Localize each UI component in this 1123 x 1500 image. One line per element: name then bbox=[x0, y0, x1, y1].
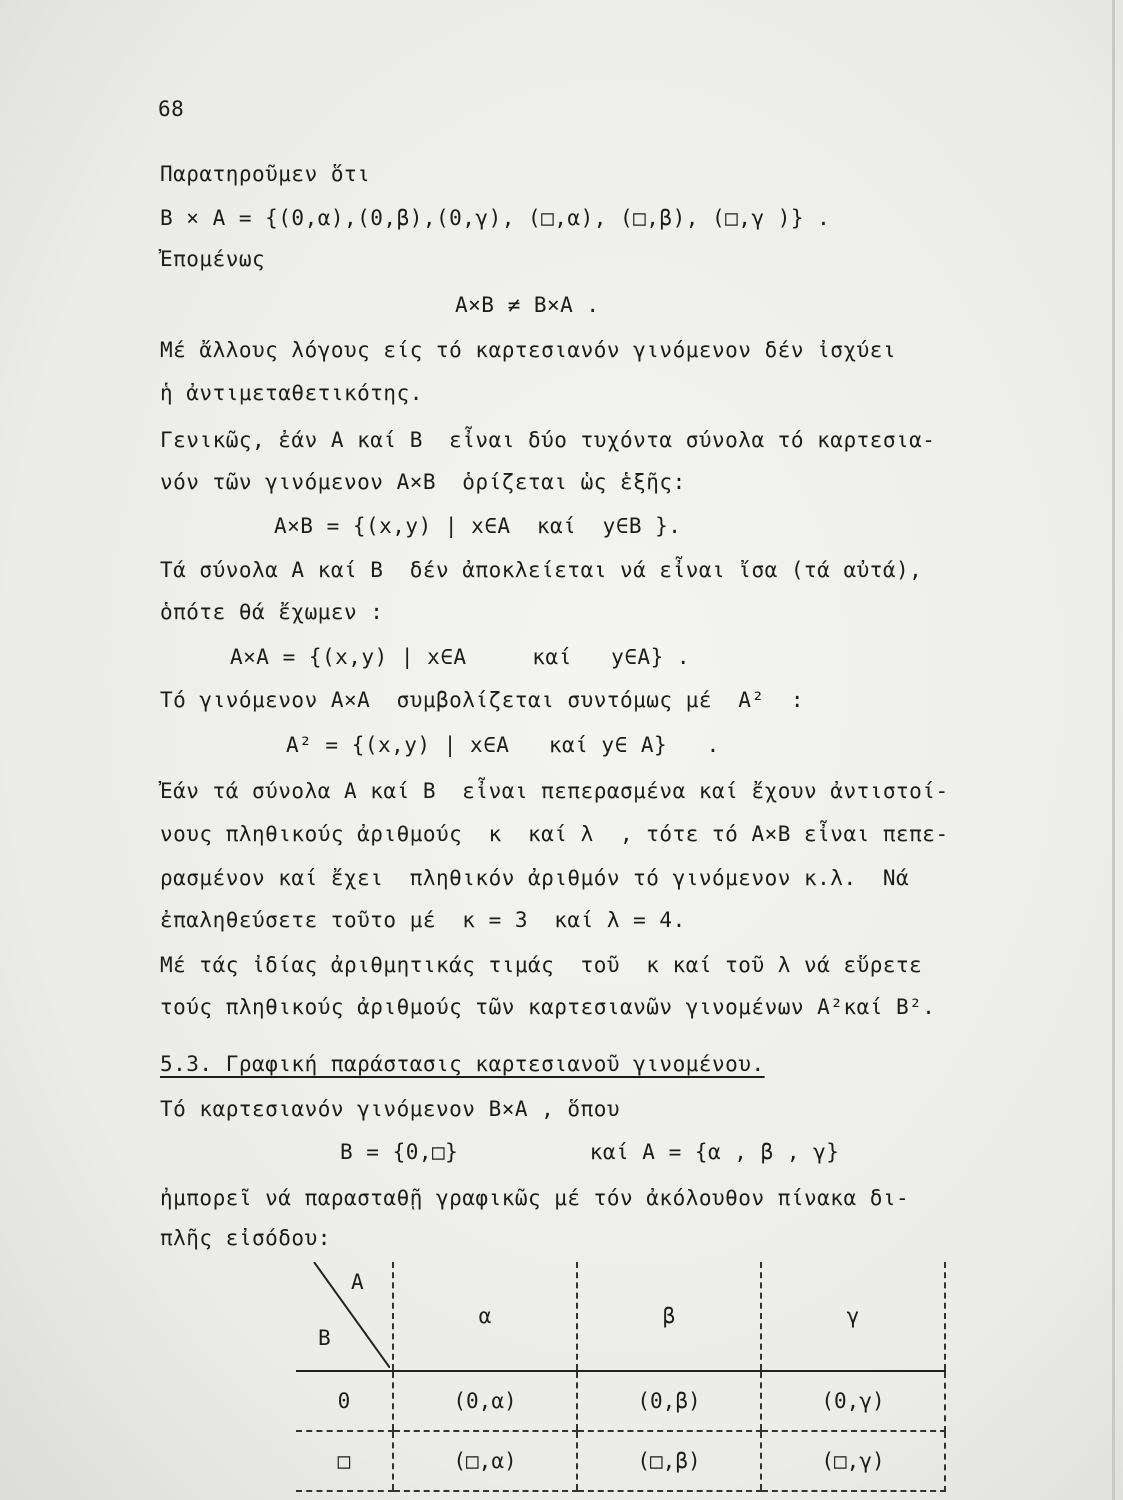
table-cell: (0,α) bbox=[393, 1371, 577, 1431]
text-line: ἠμπορεῖ νά παρασταθῇ γραφικῶς μέ τόν ἀκόλουθον πίνακα δι- bbox=[160, 1186, 910, 1210]
table-row bbox=[296, 1371, 945, 1431]
row-header: 0 bbox=[296, 1371, 393, 1431]
column-header: α bbox=[393, 1262, 577, 1371]
section-heading: 5.3. Γραφική παράστασις καρτεσιανοῦ γινομένου. bbox=[160, 1052, 765, 1076]
corner-diagonal bbox=[296, 1262, 390, 1368]
text-line: ρασμένον καί ἔχει πληθικόν ἀριθμόν τό γινόμενον κ.λ. Νά bbox=[160, 866, 910, 890]
column-header: β bbox=[577, 1262, 761, 1371]
text-line: ἡ ἀντιμεταθετικότης. bbox=[160, 381, 423, 405]
text-line: Γενικῶς, ἐάν A καί B εἶναι δύο τυχόντα σύνολα τό καρτεσια- bbox=[160, 428, 936, 452]
text-line: Ἐάν τά σύνολα A καί B εἶναι πεπερασμένα καί ἔχουν ἀντιστοί- bbox=[160, 779, 949, 803]
formula-line: A² = {(x,y) | x∈A καί y∈ A} . bbox=[286, 733, 720, 757]
table-cell: (0,β) bbox=[577, 1371, 761, 1431]
table-corner-cell bbox=[296, 1262, 393, 1371]
text-line: Τό καρτεσιανόν γινόμενον B×A , ὅπου bbox=[160, 1097, 621, 1121]
table-cell: (□,β) bbox=[577, 1431, 761, 1491]
page-number: 68 bbox=[158, 97, 185, 121]
table-row bbox=[296, 1431, 945, 1491]
text-line: Ἐπομένως bbox=[160, 247, 266, 271]
page-edge bbox=[1112, 0, 1115, 1500]
text-line: Μέ ἄλλους λόγους είς τό καρτεσιανόν γινόμενον δέν ἰσχύει bbox=[160, 338, 897, 362]
table-cell: (□,α) bbox=[393, 1431, 577, 1491]
text-line: ἐπαληθεύσετε τοῦτο μέ κ = 3 καί λ = 4. bbox=[160, 908, 686, 932]
text-line: Τό γινόμενον A×A συμβολίζεται συντόμως μέ A² : bbox=[160, 688, 805, 712]
corner-label-a: A bbox=[351, 1270, 364, 1294]
text-line: τούς πληθικούς ἀριθμούς τῶν καρτεσιανῶν γινομένων A²καί B². bbox=[160, 995, 936, 1019]
formula-line: A×A = {(x,y) | x∈A καί y∈A} . bbox=[230, 645, 691, 669]
corner-label-b: B bbox=[318, 1326, 331, 1350]
formula-line: B = {0,□} καί A = {α , β , γ} bbox=[340, 1140, 840, 1164]
double-entry-table bbox=[296, 1262, 946, 1492]
text-line: πλῆς εἰσόδου: bbox=[160, 1226, 331, 1250]
text-line: Τά σύνολα A καί B δέν ἀποκλείεται νά εἶναι ἴσα (τά αὐτά), bbox=[160, 558, 923, 582]
text-line: ὁπότε θά ἔχωμεν : bbox=[160, 600, 384, 624]
text-line: νόν τῶν γινόμενον A×B ὁρίζεται ὡς ἑξῆς: bbox=[160, 470, 686, 494]
row-header: □ bbox=[296, 1431, 393, 1491]
formula-line: B × A = {(0,α),(0,β),(0,γ), (□,α), (□,β), (□,γ )} . bbox=[160, 206, 831, 230]
column-header: γ bbox=[761, 1262, 945, 1371]
formula-line: A×B = {(x,y) | x∈A καί y∈B }. bbox=[274, 514, 682, 538]
table-cell: (□,γ) bbox=[761, 1431, 945, 1491]
table-cell: (0,γ) bbox=[761, 1371, 945, 1431]
formula-line: A×B ≠ B×A . bbox=[455, 293, 600, 317]
table-header-row bbox=[296, 1262, 945, 1371]
text-line: Μέ τάς ἰδίας ἀριθμητικάς τιμάς τοῦ κ καί τοῦ λ νά εὕρετε bbox=[160, 953, 923, 977]
text-line: νους πληθικούς ἀριθμούς κ καί λ , τότε τό A×B εἶναι πεπε- bbox=[160, 822, 949, 846]
text-line: Παρατηροῦμεν ὅτι bbox=[160, 162, 371, 186]
